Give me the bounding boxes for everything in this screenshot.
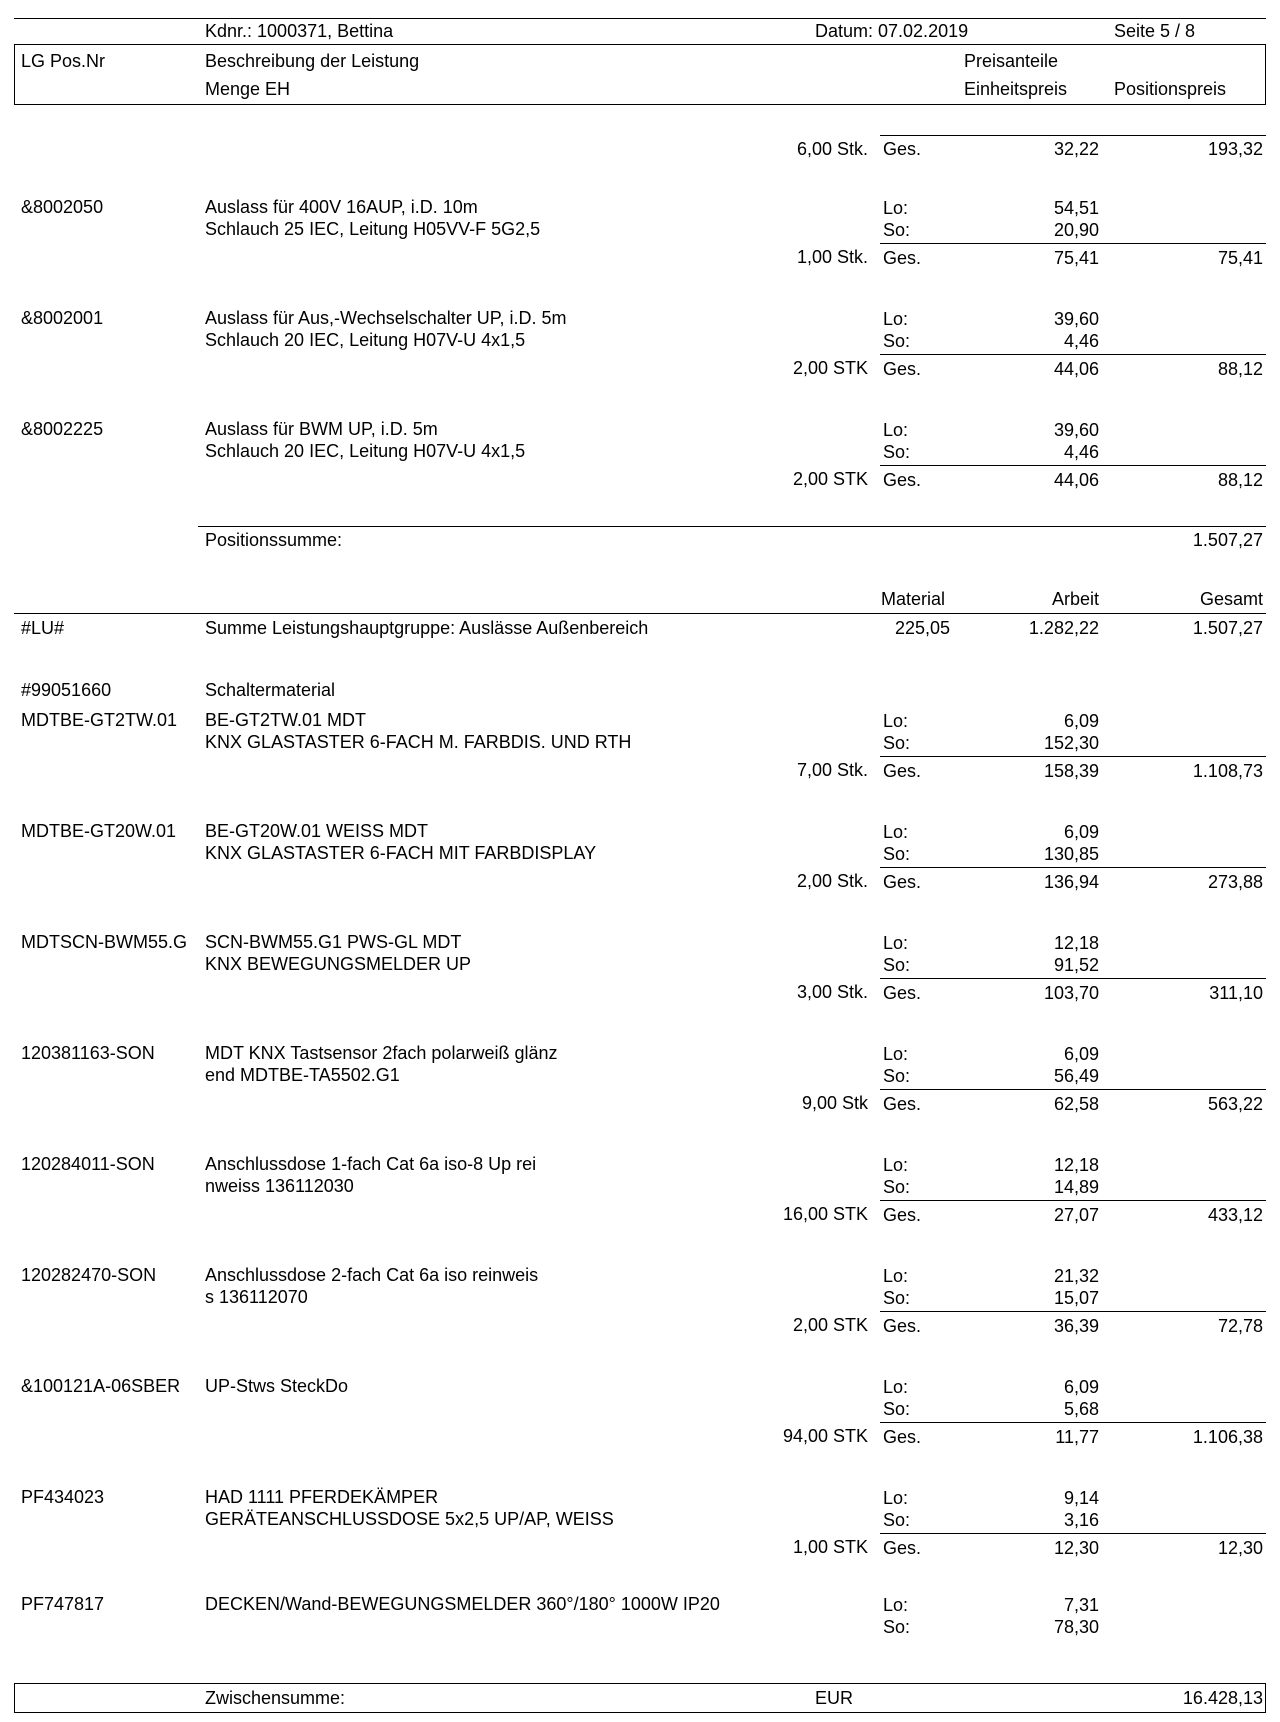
position-description-1: Auslass für BWM UP, i.D. 5m (205, 419, 438, 439)
quantity-unit: 1,00 STK (792, 1537, 868, 1557)
group-pos: #99051660 (21, 680, 112, 700)
position-price: 563,22 (1207, 1094, 1263, 1114)
positionssumme-label: Positionssumme: (205, 530, 343, 550)
position-description-2: end MDTBE-TA5502.G1 (205, 1065, 400, 1085)
column-positionspreis: Positionspreis (1114, 79, 1227, 99)
so-value: 130,85 (1043, 844, 1099, 864)
position-price: 311,10 (1209, 983, 1263, 1003)
position-number: PF434023 (21, 1487, 105, 1507)
position-price: 72,78 (1217, 1316, 1263, 1336)
item-total-rule (880, 867, 1266, 868)
so-label: So: (883, 1510, 911, 1530)
position-description-1: SCN-BWM55.G1 PWS-GL MDT (205, 932, 462, 952)
lo-value: 9,14 (1063, 1488, 1099, 1508)
item-total-rule (880, 1533, 1266, 1534)
so-value: 5,68 (1063, 1399, 1099, 1419)
summary-col-material: Material (881, 589, 946, 609)
positionssumme-rule (198, 526, 1266, 527)
lo-label: Lo: (883, 1377, 909, 1397)
position-number: 120381163-SON (21, 1043, 155, 1063)
carry-unit-price: 32,22 (1053, 139, 1099, 159)
position-description-1: DECKEN/Wand-BEWEGUNGSMELDER 360°/180° 1000W IP20 (205, 1594, 720, 1614)
position-number: &8002001 (21, 308, 104, 328)
item-total-rule (880, 1311, 1266, 1312)
lo-value: 21,32 (1053, 1266, 1099, 1286)
quantity-unit: 94,00 STK (782, 1426, 868, 1446)
lo-value: 6,09 (1063, 1377, 1099, 1397)
ges-label: Ges. (883, 1427, 922, 1447)
position-price: 1.106,38 (1192, 1427, 1263, 1447)
summary-col-arbeit: Arbeit (1051, 589, 1099, 609)
position-description-1: BE-GT2TW.01 MDT (205, 710, 367, 730)
position-number: MDTBE-GT20W.01 (21, 821, 177, 841)
so-value: 152,30 (1043, 733, 1099, 753)
position-number: MDTSCN-BWM55.G (21, 932, 187, 952)
page-number: Seite 5 / 8 (1114, 21, 1196, 41)
column-header-box (14, 44, 1266, 105)
column-menge-eh: Menge EH (205, 79, 291, 99)
summary-rule (14, 613, 1266, 614)
unit-price: 136,94 (1043, 872, 1099, 892)
ges-label: Ges. (883, 1538, 922, 1558)
position-description-2: Schlauch 25 IEC, Leitung H05VV-F 5G2,5 (205, 219, 541, 239)
column-preisanteile: Preisanteile (964, 51, 1059, 71)
lo-label: Lo: (883, 711, 909, 731)
ges-label: Ges. (883, 761, 922, 781)
so-label: So: (883, 442, 911, 462)
unit-price: 27,07 (1053, 1205, 1099, 1225)
summary-col-gesamt: Gesamt (1199, 589, 1263, 609)
customer-number: Kdnr.: 1000371, Bettina (205, 21, 394, 41)
carry-ges-label: Ges. (883, 139, 922, 159)
quantity-unit: 3,00 Stk. (796, 982, 868, 1002)
so-label: So: (883, 1288, 911, 1308)
lo-label: Lo: (883, 933, 909, 953)
unit-price: 62,58 (1053, 1094, 1099, 1114)
item-total-rule (880, 1422, 1266, 1423)
lo-value: 6,09 (1063, 1044, 1099, 1064)
item-total-rule (880, 465, 1266, 466)
carry-position-price: 193,32 (1207, 139, 1263, 159)
quantity-unit: 7,00 Stk. (796, 760, 868, 780)
lo-label: Lo: (883, 822, 909, 842)
position-price: 433,12 (1207, 1205, 1263, 1225)
position-number: &8002225 (21, 419, 104, 439)
item-total-rule (880, 978, 1266, 979)
item-total-rule (880, 756, 1266, 757)
position-price: 88,12 (1217, 470, 1263, 490)
quantity-unit: 2,00 STK (792, 358, 868, 378)
quantity-unit: 1,00 Stk. (796, 247, 868, 267)
position-description-1: HAD 1111 PFERDEKÄMPER (205, 1487, 439, 1507)
ges-label: Ges. (883, 470, 922, 490)
position-description-1: Anschlussdose 2-fach Cat 6a iso reinweis (205, 1265, 539, 1285)
ges-label: Ges. (883, 1205, 922, 1225)
ges-label: Ges. (883, 248, 922, 268)
lo-value: 54,51 (1053, 198, 1099, 218)
position-description-2: KNX GLASTASTER 6-FACH M. FARBDIS. UND RTH (205, 732, 632, 752)
so-value: 20,90 (1053, 220, 1099, 240)
document-date: Datum: 07.02.2019 (815, 21, 969, 41)
unit-price: 103,70 (1043, 983, 1099, 1003)
unit-price: 12,30 (1053, 1538, 1099, 1558)
ges-label: Ges. (883, 872, 922, 892)
lo-value: 12,18 (1053, 933, 1099, 953)
so-label: So: (883, 844, 911, 864)
unit-price: 11,77 (1055, 1427, 1099, 1447)
column-beschreibung: Beschreibung der Leistung (205, 51, 420, 71)
unit-price: 44,06 (1053, 359, 1099, 379)
position-description-1: MDT KNX Tastsensor 2fach polarweiß glänz (205, 1043, 558, 1063)
so-value: 56,49 (1053, 1066, 1099, 1086)
unit-price: 158,39 (1043, 761, 1099, 781)
so-value: 14,89 (1053, 1177, 1099, 1197)
lo-label: Lo: (883, 1266, 909, 1286)
so-label: So: (883, 733, 911, 753)
position-number: PF747817 (21, 1594, 105, 1614)
column-pos-nr: LG Pos.Nr (21, 51, 106, 71)
unit-price: 44,06 (1053, 470, 1099, 490)
quantity-unit: 9,00 Stk (801, 1093, 868, 1113)
unit-price: 36,39 (1053, 1316, 1099, 1336)
position-description-2: nweiss 136112030 (205, 1176, 354, 1196)
positionssumme-value: 1.507,27 (1192, 530, 1263, 550)
position-price: 12,30 (1217, 1538, 1263, 1558)
ges-label: Ges. (883, 1094, 922, 1114)
so-value: 4,46 (1063, 442, 1099, 462)
column-einheitspreis: Einheitspreis (964, 79, 1068, 99)
position-description-1: Anschlussdose 1-fach Cat 6a iso-8 Up rei (205, 1154, 537, 1174)
lo-value: 12,18 (1053, 1155, 1099, 1175)
position-description-2: KNX GLASTASTER 6-FACH MIT FARBDISPLAY (205, 843, 597, 863)
so-value: 78,30 (1053, 1617, 1099, 1637)
summary-gesamt: 1.507,27 (1192, 618, 1263, 638)
summary-label: Summe Leistungshauptgruppe: Auslässe Außenbereich (205, 618, 649, 638)
so-label: So: (883, 1066, 911, 1086)
so-label: So: (883, 331, 911, 351)
position-price: 88,12 (1217, 359, 1263, 379)
item-total-rule (880, 354, 1266, 355)
lo-label: Lo: (883, 1595, 909, 1615)
position-description-2: Schlauch 20 IEC, Leitung H07V-U 4x1,5 (205, 441, 526, 461)
so-value: 3,16 (1063, 1510, 1099, 1530)
item-total-rule (880, 243, 1266, 244)
position-price: 75,41 (1217, 248, 1263, 268)
position-description-1: UP-Stws SteckDo (205, 1376, 349, 1396)
lo-value: 6,09 (1063, 711, 1099, 731)
position-number: MDTBE-GT2TW.01 (21, 710, 178, 730)
quantity-unit: 2,00 STK (792, 1315, 868, 1335)
so-label: So: (883, 220, 911, 240)
so-value: 91,52 (1053, 955, 1099, 975)
position-number: 120284011-SON (21, 1154, 155, 1174)
lo-value: 6,09 (1063, 822, 1099, 842)
position-number: &8002050 (21, 197, 104, 217)
summary-material: 225,05 (894, 618, 950, 638)
header-top-rule (14, 18, 1266, 19)
lo-label: Lo: (883, 1155, 909, 1175)
ges-label: Ges. (883, 983, 922, 1003)
lo-label: Lo: (883, 420, 909, 440)
subtotal-value: 16.428,13 (1182, 1688, 1263, 1708)
quantity-unit: 2,00 Stk. (796, 871, 868, 891)
lo-label: Lo: (883, 1044, 909, 1064)
so-label: So: (883, 1177, 911, 1197)
so-value: 4,46 (1063, 331, 1099, 351)
item-total-rule (880, 1089, 1266, 1090)
so-label: So: (883, 1617, 911, 1637)
position-description-2: KNX BEWEGUNGSMELDER UP (205, 954, 472, 974)
position-description-2: GERÄTEANSCHLUSSDOSE 5x2,5 UP/AP, WEISS (205, 1509, 614, 1529)
carry-rule (880, 135, 1266, 136)
summary-arbeit: 1.282,22 (1028, 618, 1099, 638)
position-number: 120282470-SON (21, 1265, 157, 1285)
so-value: 15,07 (1053, 1288, 1099, 1308)
carry-quantity: 6,00 Stk. (796, 139, 868, 159)
ges-label: Ges. (883, 1316, 922, 1336)
item-total-rule (880, 1200, 1266, 1201)
subtotal-box (14, 1683, 1266, 1713)
lo-value: 39,60 (1053, 309, 1099, 329)
quantity-unit: 2,00 STK (792, 469, 868, 489)
lo-value: 7,31 (1063, 1595, 1099, 1615)
group-title: Schaltermaterial (205, 680, 336, 700)
lo-label: Lo: (883, 309, 909, 329)
position-description-2: Schlauch 20 IEC, Leitung H07V-U 4x1,5 (205, 330, 526, 350)
position-price: 1.108,73 (1192, 761, 1263, 781)
so-label: So: (883, 955, 911, 975)
ges-label: Ges. (883, 359, 922, 379)
subtotal-label: Zwischensumme: (205, 1688, 346, 1708)
position-description-2: s 136112070 (205, 1287, 308, 1307)
unit-price: 75,41 (1053, 248, 1099, 268)
lo-value: 39,60 (1053, 420, 1099, 440)
so-label: So: (883, 1399, 911, 1419)
lo-label: Lo: (883, 1488, 909, 1508)
position-description-1: Auslass für 400V 16AUP, i.D. 10m (205, 197, 478, 217)
quantity-unit: 16,00 STK (782, 1204, 868, 1224)
subtotal-currency: EUR (815, 1688, 854, 1708)
summary-pos: #LU# (21, 618, 65, 638)
position-price: 273,88 (1207, 872, 1263, 892)
position-description-1: BE-GT20W.01 WEISS MDT (205, 821, 429, 841)
lo-label: Lo: (883, 198, 909, 218)
position-number: &100121A-06SBER (21, 1376, 181, 1396)
position-description-1: Auslass für Aus,-Wechselschalter UP, i.D. 5m (205, 308, 567, 328)
